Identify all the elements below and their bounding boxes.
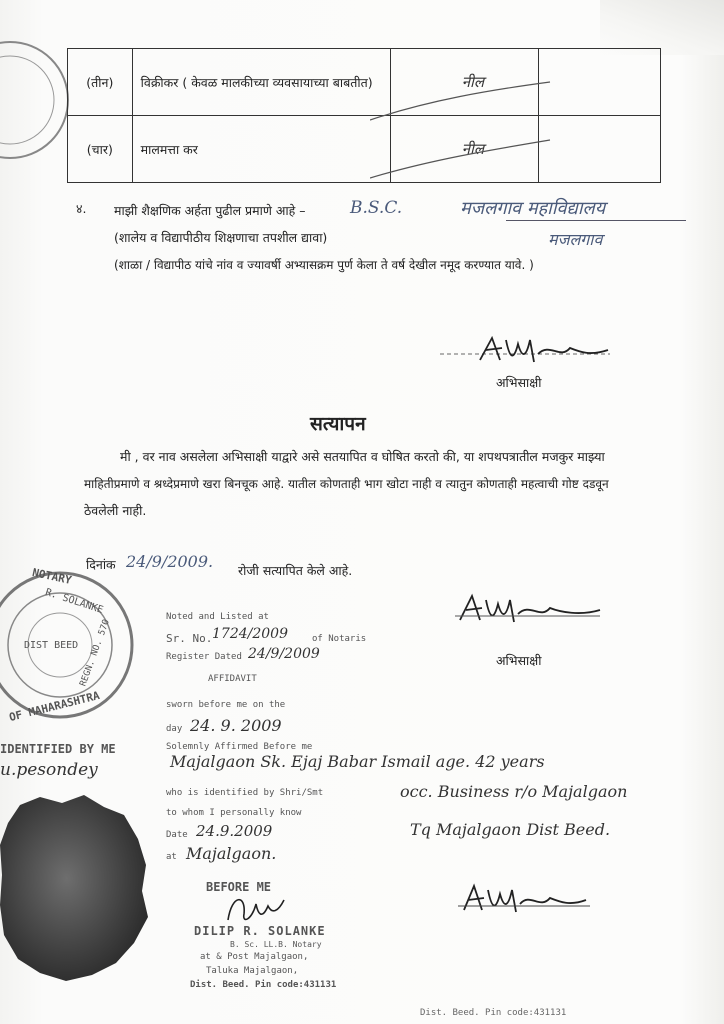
stamp-by-value: Majalgaon Sk. Ejaj Babar Ismail age. 42 years	[170, 752, 545, 771]
verification-line-2: माहितीप्रमाणे व श्रध्देप्रमाणे खरा बिनचूक आहे. यातील कोणताही भाग खोटा नाही व त्यातुन कोणताही महत्वाची गोष्ट दडवून	[84, 477, 609, 491]
stamp-sr-value: 1724/2009	[212, 626, 288, 642]
stamp-date-label: Date	[166, 830, 188, 840]
stamp-register-label: Register Dated	[166, 652, 242, 662]
verification-line-3: ठेवलेली नाही.	[84, 503, 147, 518]
stamp-notary-role: B. Sc. LL.B. Notary	[230, 940, 322, 949]
nil-strike-lines	[370, 60, 570, 190]
stamp-at-value: Majalgaon.	[186, 844, 277, 863]
seal-text-state: OF MAHARASHTRA	[7, 688, 101, 725]
stamp-addr-2: Taluka Majalgaon,	[206, 966, 299, 976]
identified-stamp: IDENTIFIED BY ME	[0, 742, 116, 756]
stamp-sr-suffix: of Notaris	[312, 634, 367, 644]
verification-line-1: मी , वर नाव असलेला अभिसाक्षी याद्वारे असे सतयापित व घोषित करतो की, या शपथपत्रातील मजकुर माझ्या	[120, 449, 605, 464]
qualification-line: माझी शैक्षणिक अर्हता पुढील प्रमाणे आहे –	[114, 203, 306, 218]
signature-2-image	[450, 590, 610, 630]
table-row	[68, 116, 661, 183]
stamp-addr-3: Dist. Beed. Pin code:431131	[190, 980, 337, 990]
date-suffix: रोजी सत्यापित केले आहे.	[238, 563, 353, 578]
stamp-day-value: 24. 9. 2009	[190, 716, 282, 735]
stamp-date-value: 24.9.2009	[196, 822, 273, 840]
wax-seal-image	[0, 795, 150, 985]
handwritten-nil: नील	[461, 140, 485, 158]
qualification-hint: (शालेय व विद्यापीठीय शिक्षणाचा तपशील द्यावा)	[114, 230, 328, 245]
stamp-notary-name: DILIP R. SOLANKE	[194, 924, 326, 938]
stamp-noted: Noted and Listed at	[166, 612, 269, 622]
row-label: मालमत्ता कर	[132, 116, 390, 183]
stamp-at-label: at	[166, 852, 177, 862]
college-underline	[506, 220, 686, 221]
verification-heading: सत्यापन	[310, 413, 366, 435]
signature-1-image	[430, 330, 620, 375]
handwritten-nil: नील	[461, 73, 485, 91]
stamp-solemnly: Solemnly Affirmed Before me	[166, 742, 313, 752]
partial-seal-top	[0, 30, 70, 160]
stamp-day-label: day	[166, 724, 183, 734]
tax-table	[67, 48, 661, 183]
row-number: (तीन)	[68, 49, 133, 116]
stamp-sr-label: Sr. No.	[166, 632, 213, 645]
seal-text-name: R. SOLANKE	[43, 586, 105, 617]
stamp-tq-value: Tq Majalgaon Dist Beed.	[410, 820, 611, 839]
handwritten-degree: B.S.C.	[350, 198, 403, 218]
handwritten-college: मजलगाव महाविद्यालय	[460, 198, 606, 219]
stamp-register-value: 24/9/2009	[248, 646, 320, 662]
seal-text-regn: REGN. NO. 570	[78, 618, 112, 688]
row-label: विक्रीकर ( केवळ मालकीच्या व्यवसायाच्या बाबतीत)	[132, 49, 390, 116]
signature-1-label: अभिसाक्षी	[496, 375, 542, 390]
stamp-occ-value: occ. Business r/o Majalgaon	[400, 782, 628, 801]
qualification-note: (शाळा / विद्यापीठ यांचे नांव व ज्यावर्षी अभ्यासक्रम पुर्ण केला ते वर्ष देखील नमूद करण्यात यावे. )	[114, 258, 534, 272]
identified-signature: u.pesondey	[0, 760, 98, 780]
page-fold-corner	[600, 0, 724, 55]
stamp-addr-1: at & Post Majalgaon,	[200, 952, 309, 962]
seal-text-district: DIST BEED	[24, 640, 79, 651]
table-row	[68, 49, 661, 116]
item-number: ४.	[76, 201, 87, 216]
date-label: दिनांक	[86, 557, 116, 572]
signature-2-label: अभिसाक्षी	[496, 653, 542, 668]
row-number: (चार)	[68, 116, 133, 183]
stamp-before: BEFORE ME	[206, 880, 272, 894]
stamp-identified: who is identified by Shri/Smt	[166, 788, 324, 798]
bottom-stamp-fragment: Dist. Beed. Pin code:431131	[420, 1008, 567, 1018]
stamp-sworn: sworn before me on the	[166, 700, 286, 710]
stamp-whom: to whom I personally know	[166, 808, 302, 818]
stamp-affidavit: AFFIDAVIT	[208, 674, 257, 684]
seal-text-top: NOTARY	[31, 566, 73, 587]
date-value: 24/9/2009.	[126, 552, 214, 571]
handwritten-place: मजलगाव	[548, 230, 603, 249]
signature-3-image	[454, 880, 594, 920]
